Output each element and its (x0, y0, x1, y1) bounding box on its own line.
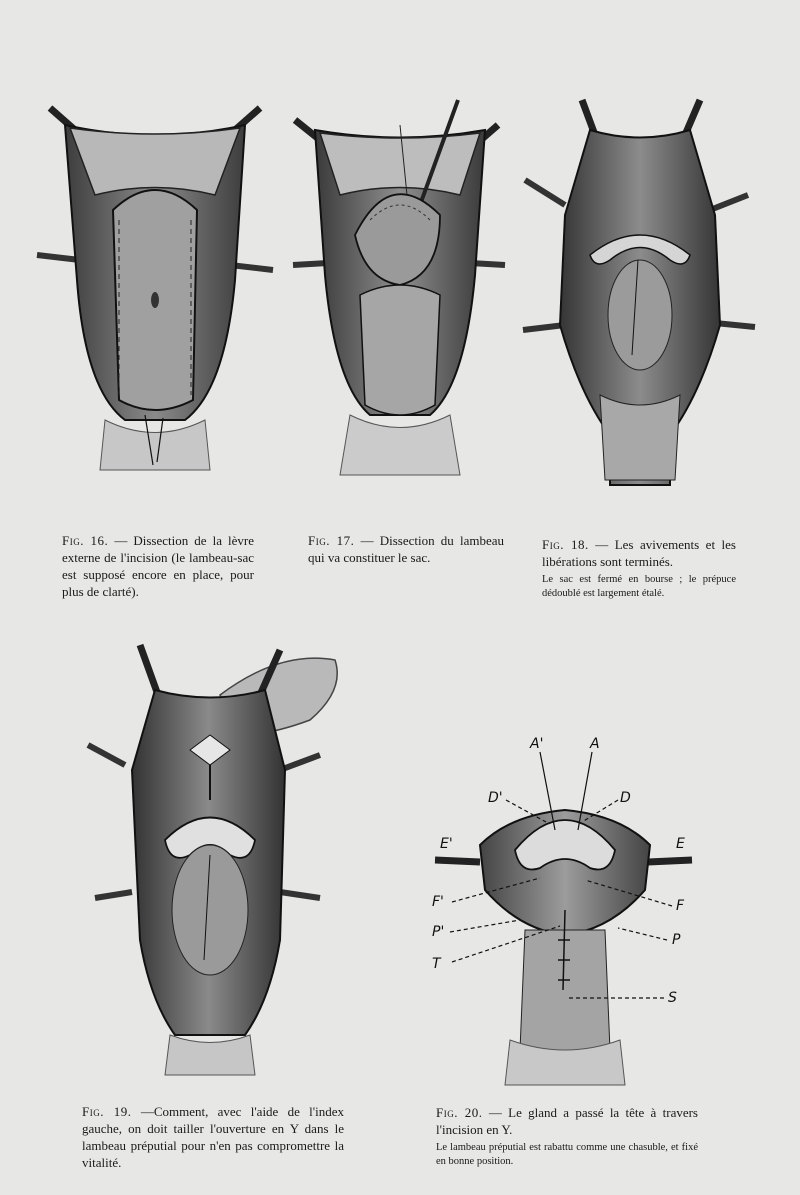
label-a: A (590, 736, 600, 752)
label-s: S (668, 990, 677, 1006)
label-d-prime: D' (488, 790, 503, 806)
label-d: D (620, 790, 631, 806)
figure-20-number: Fig. 20. (436, 1105, 483, 1120)
figure-18-text: — Les avivements et les libérations sont terminés. (542, 537, 736, 570)
figure-20-text: — Le gland a passé la tête à travers l'incision en Y. (436, 1105, 698, 1138)
figure-19-caption (82, 1103, 344, 1172)
figure-16-number: Fig. 16. (62, 533, 109, 548)
figure-19-text: —Comment, avec l'aide de l'index gauche, on doit tailler l'ouverture en Y dans le lambeau préputial pour n'en pas compromettre la vitalité. (82, 1104, 344, 1171)
figure-20-caption (436, 1104, 698, 1169)
figure-18-number: Fig. 18. (542, 537, 589, 552)
figure-19-number: Fig. 19. (82, 1104, 132, 1119)
figure-20-subcaption: Le lambeau préputial est rabattu comme une chasuble, et fixé en bonne position. (436, 1142, 698, 1167)
label-t: T (432, 956, 441, 972)
label-f-prime: F' (432, 894, 444, 910)
label-f: F (676, 898, 685, 914)
label-p-prime: P' (432, 924, 445, 940)
figure-17-text: — Dissection du lambeau qui va constituer le sac. (308, 533, 504, 566)
figure-16-text: — Dissection de la lèvre externe de l'incision (le lambeau-sac est supposé encore en place, pour plus de clarté). (62, 533, 255, 600)
label-e: E (676, 836, 685, 852)
label-e-prime: E' (440, 836, 453, 852)
figure-17-number: Fig. 17. (308, 533, 355, 548)
label-p: P (672, 932, 681, 948)
label-a-prime: A' (530, 736, 544, 752)
figure-18-subcaption: Le sac est fermé en bourse ; le prépuce dédoublé est largement étalé. (542, 574, 736, 599)
